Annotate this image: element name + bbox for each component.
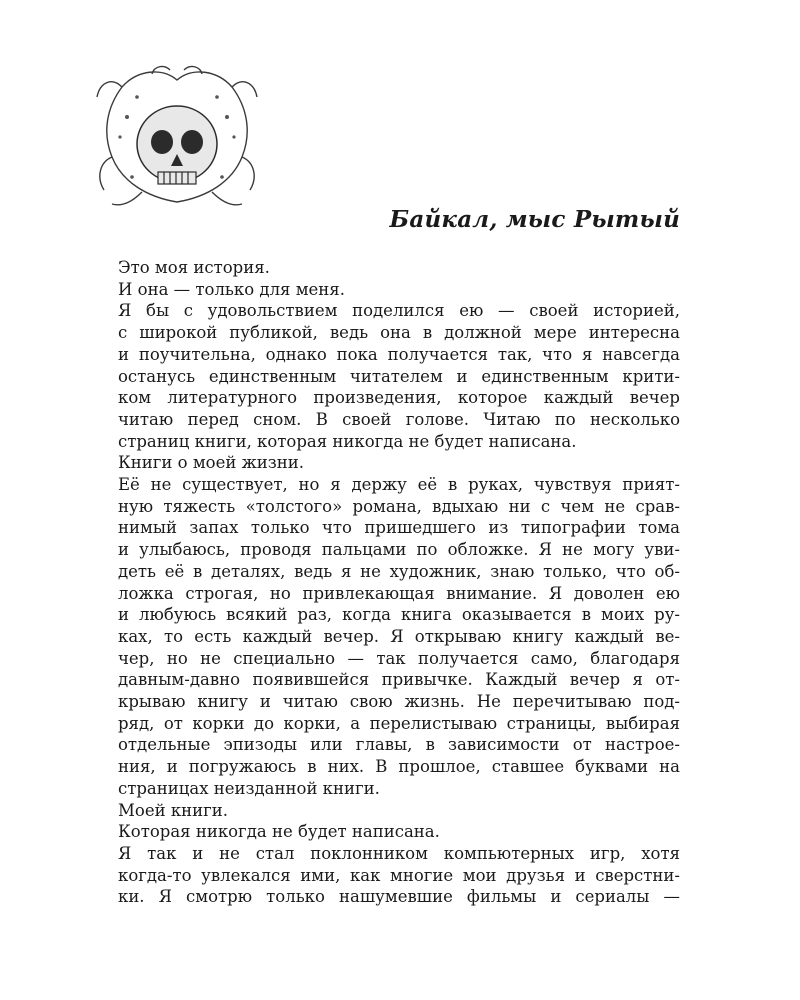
text-line: Книги о моей жизни. bbox=[118, 453, 305, 473]
text-line: отдельные эпизоды или главы, в зависимости от настрое- bbox=[118, 735, 680, 755]
text-line: ком литературного произведения, которое каждый вечер bbox=[118, 388, 680, 408]
text-line: когда-то увлекался ими, как многие мои друзья и сверстни- bbox=[118, 865, 680, 885]
text-line: давным-давно появившейся привычке. Каждый вечер я от- bbox=[118, 670, 680, 690]
text-line: деть её в деталях, ведь я не художник, знаю только, что об- bbox=[118, 561, 680, 581]
text-line: Я так и не стал поклонником компьютерных игр, хотя bbox=[118, 843, 680, 863]
chapter-body bbox=[118, 257, 680, 908]
text-line: ложка строгая, но привлекающая внимание. Я доволен ею bbox=[118, 583, 680, 603]
text-line: останусь единственным читателем и единственным крити- bbox=[118, 366, 680, 386]
text-line: и поучительна, однако пока получается так, что я навсегда bbox=[118, 344, 680, 364]
text-line: Которая никогда не будет написана. bbox=[118, 822, 440, 842]
text-line: Её не существует, но я держу её в руках, чувствуя прият- bbox=[118, 475, 680, 495]
text-line: Это моя история. bbox=[118, 258, 270, 277]
text-line: и улыбаюсь, проводя пальцами по обложке. Я не могу уви- bbox=[118, 540, 680, 560]
text-line: Я бы с удовольствием поделился ею — своей историей, bbox=[118, 301, 680, 321]
text-line: ки. Я смотрю только нашумевшие фильмы и сериалы — bbox=[118, 887, 680, 907]
text-line: ную тяжесть «толстого» романа, вдыхаю ни с чем не срав- bbox=[118, 496, 680, 516]
text-line: чер, но не специально — так получается само, благодаря bbox=[118, 648, 680, 668]
text-line: страниц книги, которая никогда не будет написана. bbox=[118, 431, 577, 451]
text-line: ния, и погружаюсь в них. В прошлое, ставшее буквами на bbox=[118, 757, 680, 777]
skull-ornament-icon bbox=[92, 62, 262, 212]
text-line: И она — только для меня. bbox=[118, 279, 345, 299]
text-line: крываю книгу и читаю свою жизнь. Не перечитываю под- bbox=[118, 692, 680, 712]
text-line: ках, то есть каждый вечер. Я открываю книгу каждый ве- bbox=[118, 626, 680, 646]
text-line: и любуюсь всякий раз, когда книга оказывается в моих ру- bbox=[118, 605, 680, 625]
text-line: страницах неизданной книги. bbox=[118, 778, 380, 798]
text-line: нимый запах только что пришедшего из типографии тома bbox=[118, 518, 680, 538]
text-line: Моей книги. bbox=[118, 800, 229, 820]
text-line: с широкой публикой, ведь она в должной мере интересна bbox=[118, 323, 680, 343]
text-line: ряд, от корки до корки, а перелистываю страницы, выбирая bbox=[118, 713, 680, 733]
text-line: читаю перед сном. В своей голове. Читаю по несколько bbox=[118, 409, 680, 429]
chapter-title: Байкал, мыс Рытый bbox=[389, 206, 680, 233]
